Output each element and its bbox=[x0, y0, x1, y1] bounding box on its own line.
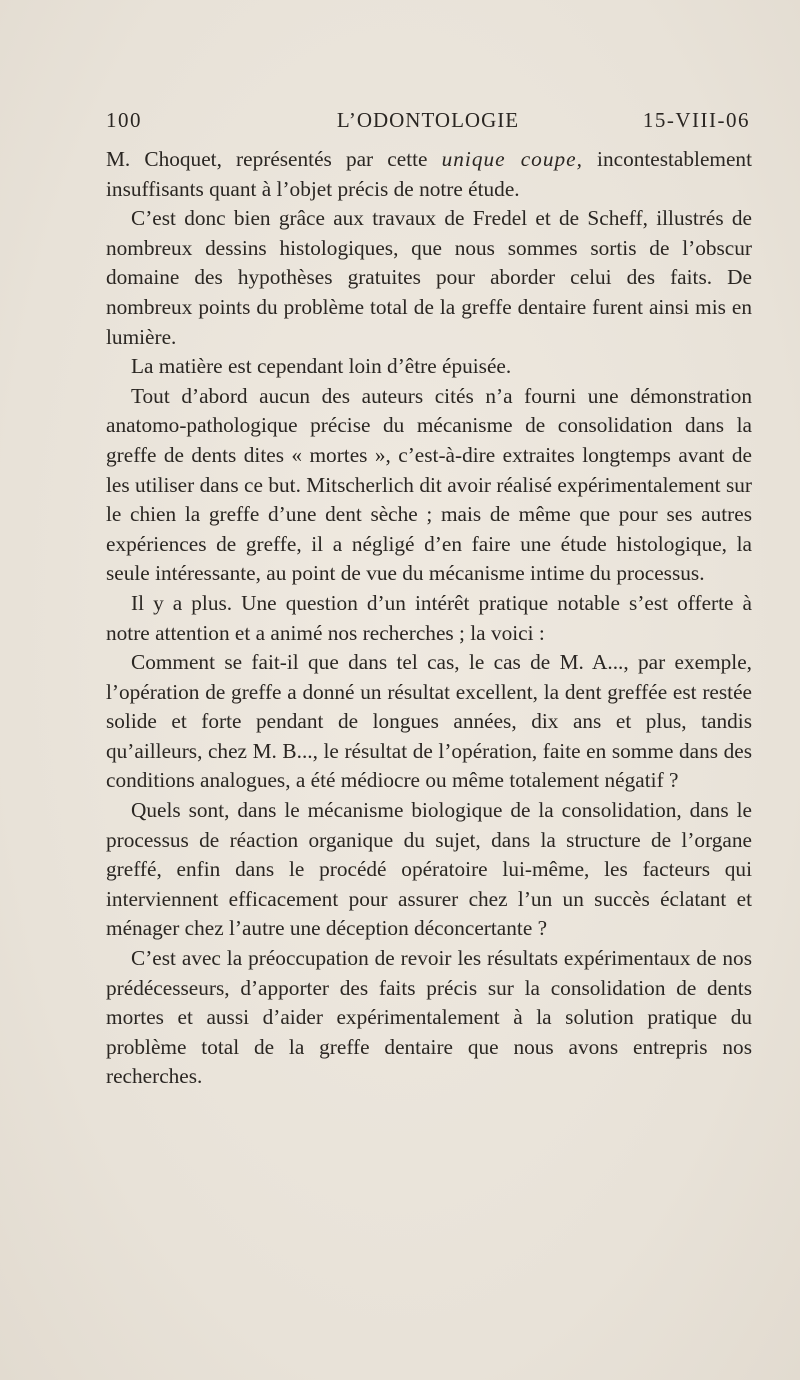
paragraph-5: Il y a plus. Une question d’un intérêt pratique notable s’est offerte à notre attention et a animé nos recherches ; la voici : bbox=[106, 590, 752, 645]
running-header bbox=[106, 108, 750, 144]
paragraph-4: Tout d’abord aucun des auteurs cités n’a fourni une démonstration anatomo-pathologique précise du mécanisme de consolidation dans la greffe de dents dites « mortes », c’est-à-dire extraites longtemps avant de les utiliser dans ce but. Mitscherlich dit avoir réalisé expérimentalement sur le chien la greffe d’une dent sèche ; mais de même que pour ses autres expériences de greffe, il a négligé d’en faire une étude histologique, la seule intéressante, au point de vue du mécanisme intime du processus. bbox=[106, 383, 752, 586]
paragraph-1: M. Choquet, représentés par cette unique coupe, incontestablement insuffisants quant à l’objet précis de notre étude. bbox=[106, 147, 752, 201]
paragraph-6: Comment se fait-il que dans tel cas, le cas de M. A..., par exemple, l’opération de greffe a donné un résultat excellent, la dent greffée est restée solide et forte pendant de longues années, dix ans et plus, tandis qu’ailleurs, chez M. B..., le résultat de l’opération, faite en somme dans des conditions analogues, a été médiocre ou même totalement négatif ? bbox=[106, 650, 752, 793]
page-number: 100 bbox=[106, 108, 142, 132]
paragraph-7: Quels sont, dans le mécanisme biologique de la consolidation, dans le processus de réaction organique du sujet, dans la structure de l’organe greffé, enfin dans le procédé opératoire lui-même, les facteurs qui interviennent efficacement pour assurer chez l’un un succès éclatant et ménager chez l’autre une déception déconcertante ? bbox=[106, 798, 752, 941]
issue-date: 15-VIII-06 bbox=[642, 108, 750, 132]
italic-emphasis: unique coupe, bbox=[441, 147, 583, 171]
body-text bbox=[106, 145, 752, 1092]
paragraph-3: La matière est cependant loin d’être épuisée. bbox=[131, 354, 512, 379]
paragraph-8: C’est avec la préoccupation de revoir les résultats expérimentaux de nos prédécesseurs, d’apporter des faits précis sur la consolidation de dents mortes et aussi d’aider expérimentalement à la solution pratique du problème total de la greffe dentaire que nous avons entrepris nos recherches. bbox=[106, 946, 752, 1089]
running-title: L’ODONTOLOGIE bbox=[336, 108, 520, 132]
paragraph-2: C’est donc bien grâce aux travaux de Fredel et de Scheff, illustrés de nombreux dessins histologiques, que nous sommes sortis de l’obscur domaine des hypothèses gratuites pour aborder celui des faits. De nombreux points du problème total de la greffe dentaire furent ainsi mis en lumière. bbox=[106, 206, 752, 349]
